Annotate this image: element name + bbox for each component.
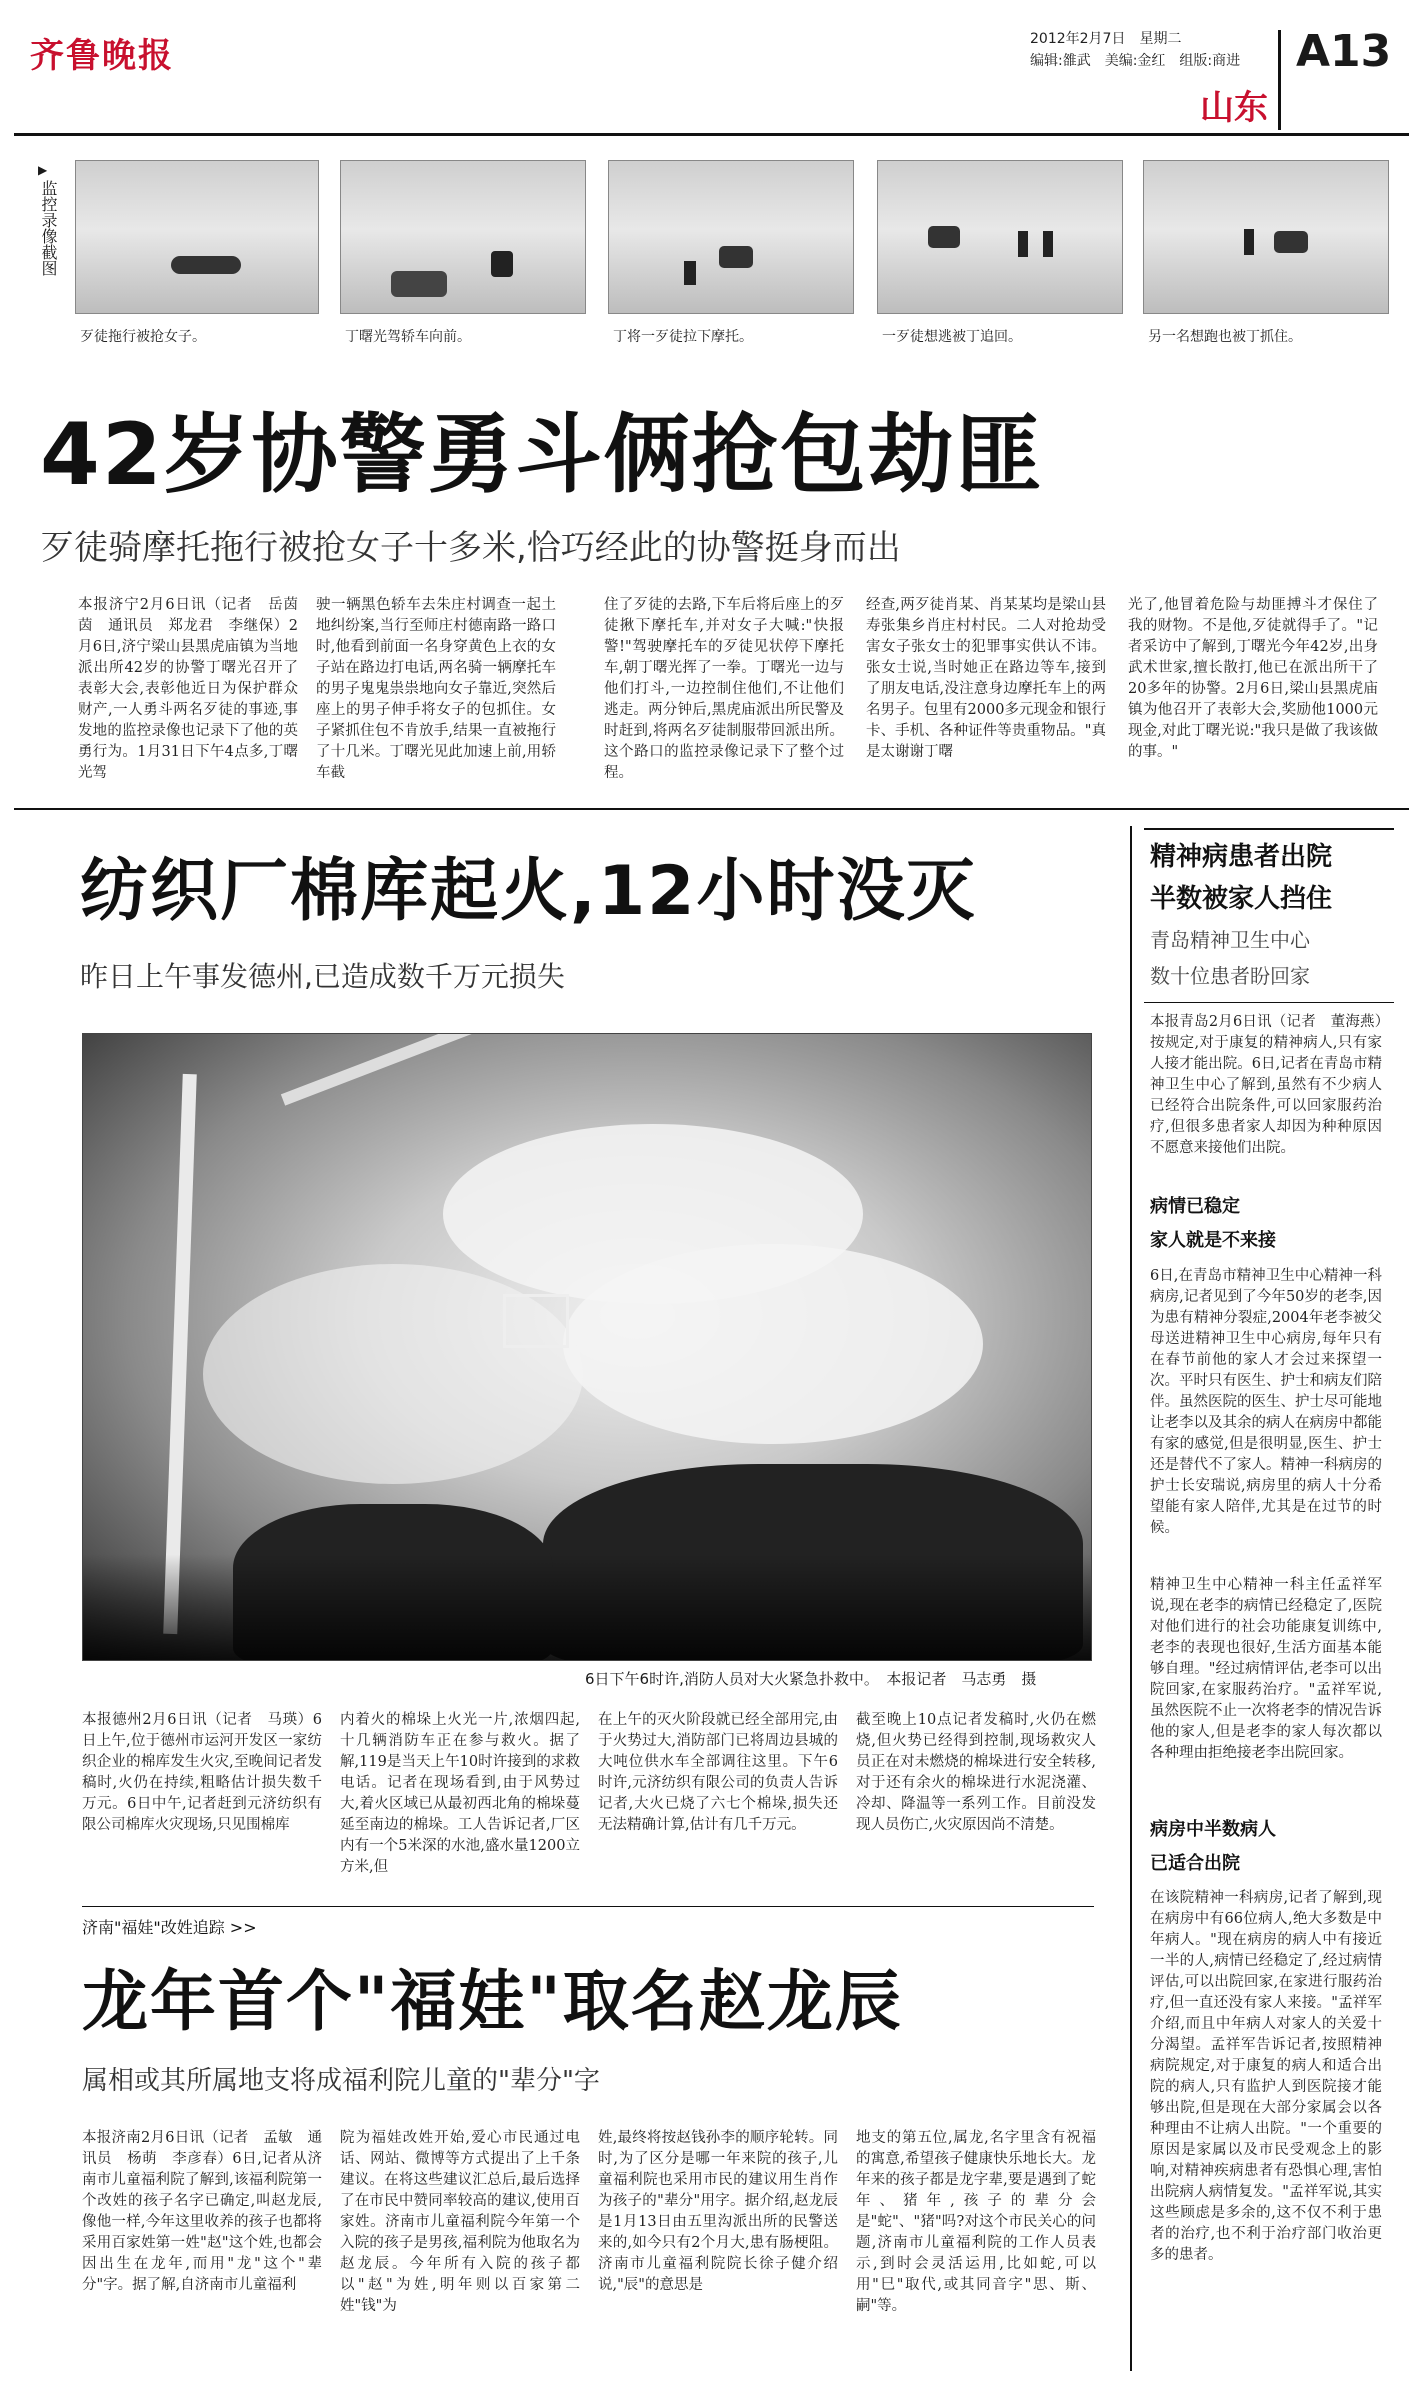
story3-headline: 龙年首个"福娃"取名赵龙辰 bbox=[82, 1963, 903, 2040]
story1-headline: 42岁协警勇斗俩抢包劫匪 bbox=[40, 405, 1044, 505]
frame-caption-3: 丁将一歹徒拉下摩托。 bbox=[613, 329, 753, 345]
sidebar-paragraph-4: 在该院精神一科病房,记者了解到,现在病房中有66位病人,绝大多数是中年病人。"现在病房的病人中有接近一半的人,病情已经稳定了,经过病情评估,可以出院回家,在家进行服药治疗,但一直还没有家人来接。"孟祥军介绍,而且中年病人对家人的关爱十分渴望。孟祥军告诉记者,按照精神病院规定,对于康复的病人和适合出院的病人,只有监护人到医院接才能够出院,但是现在大部分家属会以各种理由不让病人出院。"一个重要的原因是家属以及市民受观念上的影响,对精神疾病患者有恐惧心理,害怕出院病人病情复发。"孟祥军说,其实这些顾虑是多余的,这不仅不利于患者的治疗,也不利于治疗部门收治更多的患者。 bbox=[1150, 1890, 1382, 2263]
surveillance-frame-2 bbox=[340, 160, 586, 314]
story2-column-1: 本报德州2月6日讯（记者 马瑛）6日上午,位于德州市运河开发区一家纺织企业的棉库发生火灾,至晚间记者发稿时,火仍在持续,粗略估计损失数千万元。6日中午,记者赶到元济纺织有限公司棉库火灾现场,只见围棉库 bbox=[82, 1712, 322, 1833]
story1-column-5: 光了,他冒着危险与劫匪搏斗才保住了我的财物。不是他,歹徒就得手了。"记者采访中了解到,丁曙光今年42岁,出身武术世家,擅长散打,他已在派出所干了20多年的协警。2月6日,梁山县黑虎庙镇为他召开了表彰大会,奖励他1000元现金,对此丁曙光说:"我只是做了我该做的事。" bbox=[1128, 597, 1378, 760]
surveillance-frame-4 bbox=[877, 160, 1123, 314]
sidebar-minihead-1a: 病情已稳定 bbox=[1150, 1196, 1240, 1217]
surveillance-frame-3 bbox=[608, 160, 854, 314]
story3-column-1: 本报济南2月6日讯（记者 孟敏 通讯员 杨萌 李彦春）6日,记者从济南市儿童福利院了解到,该福利院第一个改姓的孩子名字已确定,叫赵龙辰,像他一样,今年这里收养的孩子也都将采用百家姓第一姓"赵"这个姓,也都会因出生在龙年,而用"龙"这个"辈分"字。据了解,自济南市儿童福利 bbox=[82, 2130, 322, 2293]
sidebar-paragraph-2: 6日,在青岛市精神卫生中心精神一科病房,记者见到了今年50岁的老李,因为患有精神分裂症,2004年老李被父母送进精神卫生中心病房,每年只有在春节前他的家人才会过来探望一次。平时只有医生、护士和病友们陪伴。虽然医院的医生、护士尽可能地让老李以及其余的病人在病房中都能有家的感觉,但是很明显,医生、护士还是替代不了家人。精神一科病房的护士长安瑞说,病房里的病人十分希望能有家人陪伴,尤其是在过节的时候。 bbox=[1150, 1268, 1382, 1536]
section-name: 山东 bbox=[1200, 88, 1268, 128]
surveillance-frame-5 bbox=[1143, 160, 1389, 314]
sidebar-paragraph-1: 本报青岛2月6日讯（记者 董海燕）按规定,对于康复的精神病人,只有家人接才能出院。6日,记者在青岛市精神卫生中心了解到,虽然有不少病人已经符合出院条件,可以回家服药治疗,但很多患者家人却因为种种原因不愿意来接他们出院。 bbox=[1150, 1014, 1382, 1156]
story2-subhead: 昨日上午事发德州,已造成数千万元损失 bbox=[80, 960, 565, 993]
surveillance-label: ▶ 监控录像截图 bbox=[38, 160, 60, 276]
issue-date: 2012年2月7日 星期二 bbox=[1030, 31, 1182, 47]
story2-column-4: 截至晚上10点记者发稿时,火仍在燃烧,但火势已经得到控制,现场救灾人员正在对未燃烧的棉垛进行安全转移,对于还有余火的棉垛进行水泥浇灌、冷却、降温等一系列工作。目前没发现人员伤亡,火灾原因尚不清楚。 bbox=[856, 1712, 1096, 1833]
story1-column-4: 经查,两歹徒肖某、肖某某均是梁山县寿张集乡肖庄村村民。二人对抢劫受害女子张女士的犯罪事实供认不讳。张女士说,当时她正在路边等车,接到了朋友电话,没注意身边摩托车上的两名男子。包里有2000多元现金和银行卡、手机、各种证件等贵重物品。"真是太谢谢丁曙 bbox=[866, 597, 1106, 760]
frame-caption-5: 另一名想跑也被丁抓住。 bbox=[1148, 329, 1302, 345]
story3-column-3: 姓,最终将按赵钱孙李的顺序轮转。同时,为了区分是哪一年来院的孩子,儿童福利院也采用市民的建议用生肖作为孩子的"辈分"用字。据介绍,赵龙辰是1月13日由五里沟派出所的民警送来的,如今只有2个月大,患有肠梗阻。济南市儿童福利院院长徐子健介绍说,"辰"的意思是 bbox=[598, 2130, 838, 2293]
newspaper-logo: 齐鲁晚报 bbox=[30, 36, 174, 76]
story1-column-1: 本报济宁2月6日讯（记者 岳茵茵 通讯员 郑龙君 李继保）2月6日,济宁梁山县黑虎庙镇为当地派出所42岁的协警丁曙光召开了表彰大会,表彰他近日为保护群众财产,一人勇斗两名歹徒的事迹,事发地的监控录像也记录下了他的英勇行为。1月31日下午4点多,丁曙光驾 bbox=[78, 597, 298, 781]
triangle-marker-icon: ▶ bbox=[38, 163, 48, 177]
sidebar-paragraph-3: 精神卫生中心精神一科主任孟祥军说,现在老李的病情已经稳定了,医院对他们进行的社会功能康复训练中,老李的表现也很好,生活方面基本能够自理。"经过病情评估,老李可以出院回家,在家服药治疗。"孟祥军说,虽然医院不止一次将老李的情况告诉他的家人,但是老李的家人每次都以各种理由拒绝接老李出院回家。 bbox=[1150, 1577, 1382, 1761]
masthead-divider bbox=[1278, 30, 1281, 130]
tower-structure bbox=[163, 1074, 197, 1634]
editor-credits: 编辑:雒武 美编:金红 组版:商进 bbox=[1030, 53, 1241, 69]
story2-headline: 纺织厂棉库起火,12小时没灭 bbox=[80, 852, 977, 931]
sidebar-subhead-2: 数十位患者盼回家 bbox=[1150, 964, 1310, 988]
fire-photo-caption: 6日下午6时许,消防人员对大火紧急扑救中。 本报记者 马志勇 摄 bbox=[585, 1670, 1037, 1688]
story2-column-2: 内着火的棉垛上火光一片,浓烟四起,十几辆消防车正在参与救火。据了解,119是当天上午10时许接到的求救电话。记者在现场看到,由于风势过大,着火区域已从最初西北角的棉垛蔓延至南边的棉垛。工人告诉记者,厂区内有一个5米深的水池,盛水量1200立方米,但 bbox=[340, 1712, 580, 1875]
sidebar-subhead-1: 青岛精神卫生中心 bbox=[1150, 928, 1310, 952]
sidebar-divider bbox=[1130, 826, 1132, 2371]
surveillance-frame-1 bbox=[75, 160, 319, 314]
story3-column-4: 地支的第五位,属龙,名字里含有祝福的寓意,希望孩子健康快乐地长大。龙年来的孩子都是龙字辈,要是遇到了蛇年、猪年,孩子的辈分会是"蛇"、"猪"吗?对这个市民关心的问题,济南市儿童福利院的工作人员表示,到时会灵活运用,比如蛇,可以用"巳"取代,或其同音字"思、斯、嗣"等。 bbox=[856, 2130, 1096, 2314]
story1-subhead: 歹徒骑摩托拖行被抢女子十多米,恰巧经此的协警挺身而出 bbox=[40, 528, 901, 568]
sidebar-top-rule bbox=[1144, 828, 1394, 830]
story3-column-2: 院为福娃改姓开始,爱心市民通过电话、网站、微博等方式提出了上千条建议。在将这些建议汇总后,最后选择了在市民中赞同率较高的建议,使用百家姓。济南市儿童福利院今年第一个入院的孩子是男孩,福利院为他取名为赵龙辰。今年所有入院的孩子都以"赵"为姓,明年则以百家第二姓"钱"为 bbox=[340, 2130, 580, 2314]
story3-top-rule bbox=[82, 1906, 1094, 1907]
sidebar-subhead-rule bbox=[1144, 1002, 1394, 1003]
sidebar-minihead-2a: 病房中半数病人 bbox=[1150, 1819, 1276, 1840]
page-number: A13 bbox=[1296, 26, 1392, 77]
story1-column-2: 驶一辆黑色轿车去朱庄村调查一起土地纠纷案,当行至师庄村德南路一路口时,他看到前面一名身穿黄色上衣的女子站在路边打电话,两名骑一辆摩托车的男子鬼鬼祟祟地向女子靠近,突然后座上的男子伸手将女子的包抓住。女子紧抓住包不肯放手,结果一直被拖行了十几米。丁曙光见此加速上前,用轿车截 bbox=[316, 597, 556, 781]
top-rule bbox=[14, 133, 1409, 136]
ladder-platform bbox=[503, 1294, 569, 1348]
frame-caption-1: 歹徒拖行被抢女子。 bbox=[80, 329, 206, 345]
story3-kicker: 济南"福娃"改姓追踪 >> bbox=[82, 1918, 257, 1937]
aerial-ladder bbox=[281, 1033, 771, 1106]
story3-subhead: 属相或其所属地支将成福利院儿童的"辈分"字 bbox=[82, 2066, 600, 2096]
story2-column-3: 在上午的灭火阶段就已经全部用完,由于火势过大,消防部门已将周边县城的大吨位供水车全部调往这里。下午6时许,元济纺织有限公司的负责人告诉记者,大火已烧了六七个棉垛,损失还无法精确计算,估计有几千万元。 bbox=[598, 1712, 838, 1833]
story1-bottom-rule bbox=[14, 808, 1409, 810]
story1-column-3: 住了歹徒的去路,下车后将后座上的歹徒揪下摩托车,并对女子大喊:"快报警!"驾驶摩托车的歹徒见状停下摩托车,朝丁曙光挥了一拳。丁曙光一边与他们打斗,一边控制住他们,不让他们逃走。两分钟后,黑虎庙派出所民警及时赶到,将两名歹徒制服带回派出所。这个路口的监控录像记录下了整个过程。 bbox=[604, 597, 844, 781]
sidebar-headline-1: 精神病患者出院 bbox=[1150, 842, 1333, 872]
sidebar-minihead-2b: 已适合出院 bbox=[1150, 1853, 1240, 1874]
frame-caption-2: 丁曙光驾轿车向前。 bbox=[345, 329, 471, 345]
sidebar-headline-2: 半数被家人挡住 bbox=[1150, 884, 1333, 914]
frame-caption-4: 一歹徒想逃被丁追回。 bbox=[882, 329, 1022, 345]
sidebar-minihead-1b: 家人就是不来接 bbox=[1150, 1230, 1276, 1251]
fire-photo bbox=[82, 1033, 1092, 1661]
